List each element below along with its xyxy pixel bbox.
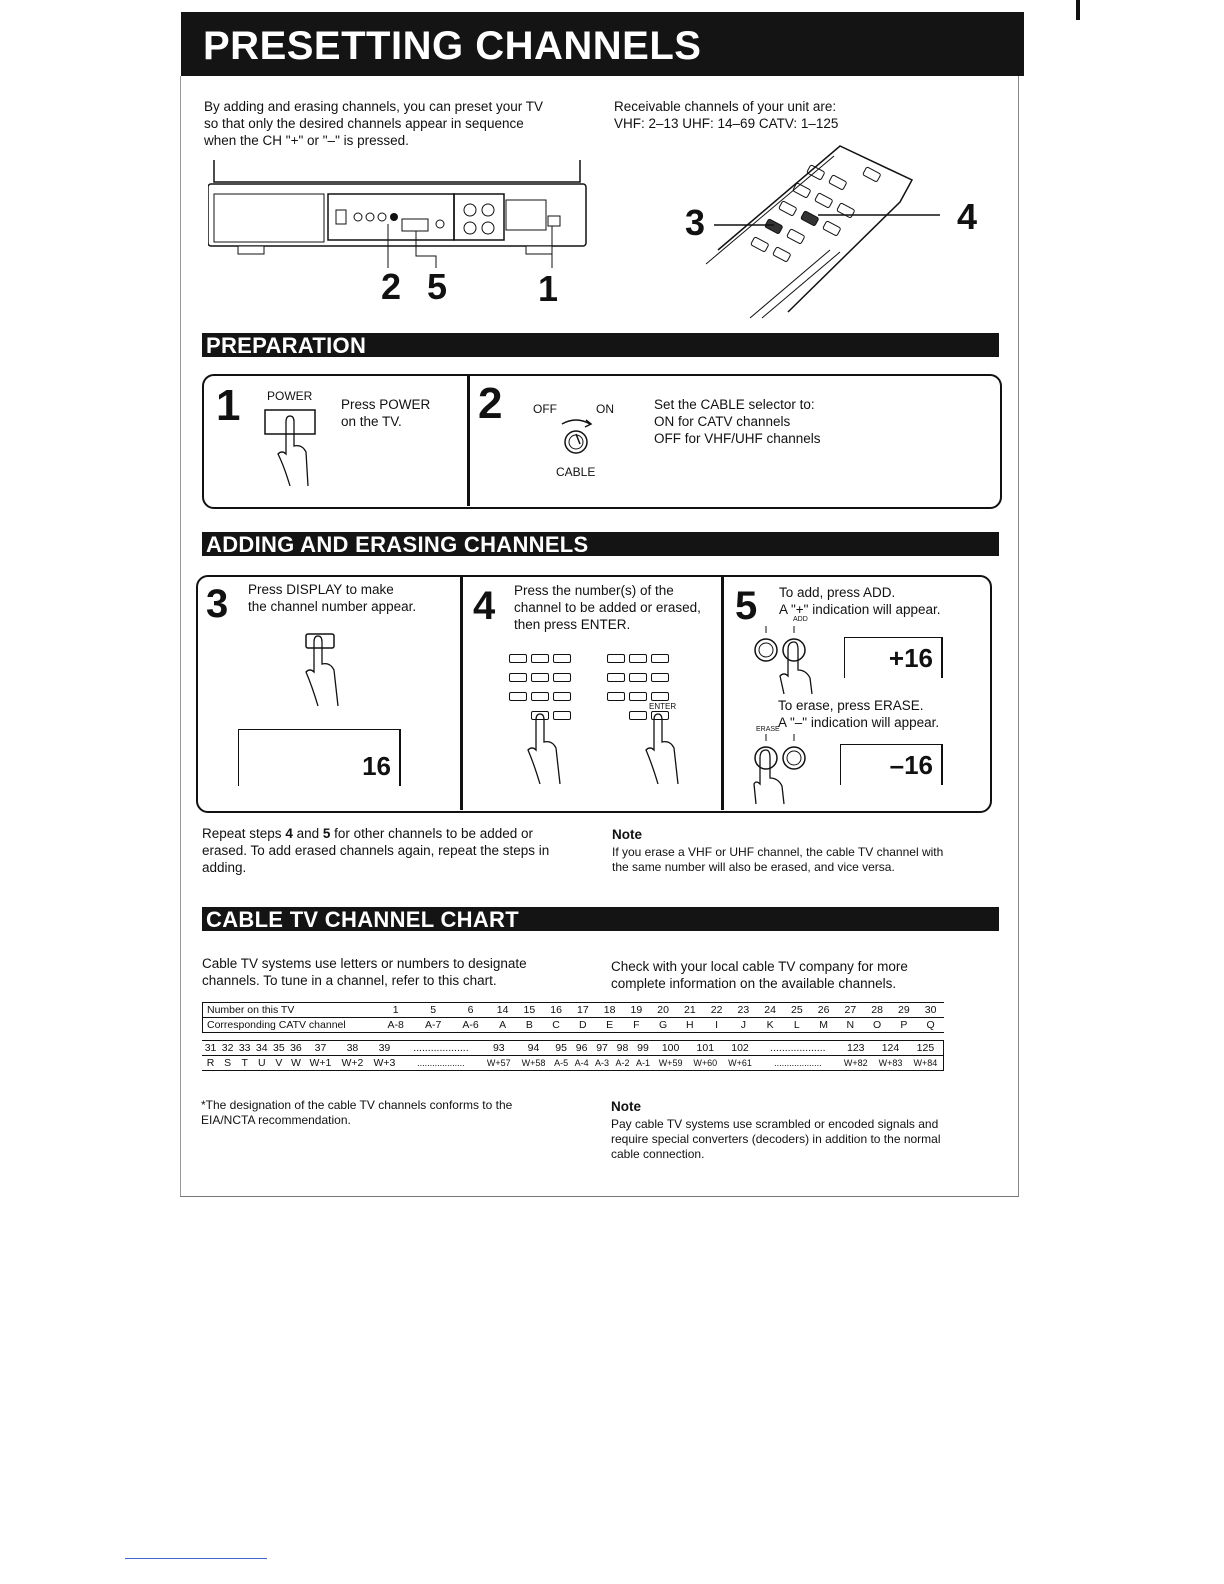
add-display (844, 637, 943, 678)
intro-right-line2: VHF: 2–13 UHF: 14–69 CATV: 1–125 (614, 116, 839, 131)
adding-heading: ADDING AND ERASING CHANNELS (206, 532, 589, 557)
key (607, 654, 625, 663)
chart-cell: K (766, 1019, 774, 1031)
chart-cell: A-1 (635, 1058, 650, 1068)
chart-cell: 26 (817, 1004, 830, 1016)
chart-cell: 37 (314, 1042, 327, 1054)
chart-cell: L (793, 1019, 800, 1031)
power-button-label: POWER (267, 389, 313, 403)
chart-cell: 18 (603, 1004, 616, 1016)
chart-cell: W+57 (486, 1058, 511, 1068)
chart-cell: 1 (392, 1004, 399, 1016)
chart-row-label: Number on this TV (207, 1004, 295, 1016)
step2-text: Set the CABLE selector to: ON for CATV channels OFF for VHF/UHF channels (654, 397, 821, 446)
step5-number: 5 (735, 584, 758, 628)
chart-cell: W+2 (341, 1057, 364, 1069)
callout-3: 3 (685, 202, 706, 243)
chart-cell: 6 (467, 1004, 474, 1016)
chart-cell: A-6 (462, 1019, 479, 1031)
chart-row-catv-channel-cont (202, 1056, 944, 1071)
chart-cell: 100 (661, 1042, 680, 1054)
chart-cell: G (659, 1019, 668, 1031)
chart-cell: 19 (630, 1004, 643, 1016)
key (553, 654, 571, 663)
chart-row-label: Corresponding CATV channel (207, 1019, 346, 1031)
chart-cell: 34 (255, 1042, 268, 1054)
chart-cell: 30 (924, 1004, 937, 1016)
chart-cell: 22 (710, 1004, 723, 1016)
chart-cell: 102 (731, 1042, 749, 1054)
chart-cell: V (275, 1057, 283, 1069)
cable-chart-footnote: *The designation of the cable TV channels conforms to the EIA/NCTA recommendation. (201, 1098, 513, 1127)
chart-cell: S (224, 1057, 232, 1069)
cable-chart-note-text: Pay cable TV systems use scrambled or encoded signals and require special converters (decoders) in addition to the normal cable connection. (611, 1117, 941, 1161)
key (607, 692, 625, 701)
number-press-hand-icon (522, 712, 572, 788)
chart-row-catv-channel (203, 1018, 945, 1033)
chart-cell: 39 (378, 1042, 391, 1054)
chart-cell: Q (926, 1019, 935, 1031)
step5-erase-text: To erase, press ERASE. A "–" indication will appear. (778, 698, 940, 730)
chart-cell: 5 (430, 1004, 437, 1016)
erase-button-press-icon (752, 734, 822, 806)
power-button-press-icon (262, 406, 322, 490)
chart-cell: 124 (881, 1042, 900, 1054)
chart-cell: 98 (616, 1042, 629, 1054)
key (651, 654, 669, 663)
step3-number: 3 (206, 582, 229, 626)
step4-text: Press the number(s) of the channel to be added or erased, then press ENTER. (514, 583, 701, 632)
chart-cell: A (499, 1019, 507, 1031)
chart-cell: I (715, 1019, 719, 1031)
step1-text: Press POWER on the TV. (341, 397, 431, 429)
chart-cell: O (873, 1019, 882, 1031)
enter-label: ENTER (649, 702, 677, 711)
callout-5: 5 (427, 266, 448, 307)
chart-cell: A-4 (574, 1058, 589, 1068)
chart-cell: 14 (496, 1004, 509, 1016)
add-display-value: +16 (888, 643, 933, 673)
chart-cell: P (900, 1019, 908, 1031)
chart-cell: 97 (596, 1042, 608, 1054)
chart-cell: 29 (898, 1004, 910, 1016)
chart-cell: W+61 (728, 1058, 752, 1068)
chart-row-tv-number-cont (202, 1041, 944, 1056)
right-rule (1018, 76, 1019, 1196)
chart-cell: 31 (204, 1042, 217, 1054)
intro-right-line1: Receivable channels of your unit are: (614, 99, 837, 114)
chart-cell: W+3 (373, 1057, 396, 1069)
cable-on-label: ON (596, 402, 614, 416)
bottom-rule (180, 1196, 1019, 1197)
chart-cell: 123 (846, 1042, 865, 1054)
preparation-box (202, 374, 1002, 509)
tv-front-panel-illustration (208, 158, 588, 268)
bottom-link-line (125, 1558, 267, 1559)
chart-cell: M (819, 1019, 828, 1031)
chart-cell: B (525, 1019, 533, 1031)
cable-chart-intro-left: Cable TV systems use letters or numbers to designate channels. To tune in a channel, refer to this chart. (202, 956, 527, 988)
cable-selector-knob (556, 414, 596, 458)
intro-left-text: By adding and erasing channels, you can preset your TV so that only the desired channels appear in sequence when the CH "+" or "–" is pressed. (204, 99, 543, 148)
key (509, 673, 527, 682)
chart-cell: A-8 (387, 1019, 404, 1031)
erase-display-value: –16 (889, 750, 933, 780)
step3-text: Press DISPLAY to make the channel number appear. (248, 582, 417, 614)
chart-cell: C (552, 1019, 560, 1031)
chart-cell: W+84 (913, 1058, 938, 1068)
adding-divider-2 (721, 577, 724, 810)
step2-number: 2 (478, 379, 503, 428)
erase-button-label: ERASE (756, 726, 780, 733)
chart-cell: 94 (527, 1042, 540, 1054)
chart-cell: 17 (577, 1004, 589, 1016)
cable-chart-note-heading: Note (611, 1099, 641, 1114)
chart-cell: A-7 (424, 1019, 442, 1031)
chart-cell: R (206, 1057, 215, 1069)
key (651, 692, 669, 701)
callout-4: 4 (957, 196, 978, 237)
chart-cell: A-3 (595, 1058, 610, 1068)
step5-add-text: To add, press ADD. A "+" indication will appear. (779, 585, 941, 617)
chart-cell: 21 (684, 1004, 696, 1016)
chart-cell: 28 (871, 1004, 883, 1016)
chart-cell: 20 (657, 1004, 669, 1016)
enter-press-hand-icon (640, 712, 700, 788)
channel-chart-table-bottom (202, 1040, 944, 1071)
cable-chart-heading: CABLE TV CHANNEL CHART (206, 907, 519, 932)
corner-mark (1076, 0, 1080, 20)
display-button-press-icon (300, 630, 360, 710)
chart-cell: 23 (737, 1004, 750, 1016)
chart-cell: 32 (221, 1042, 234, 1054)
key (531, 673, 549, 682)
chart-cell: ................... (774, 1058, 822, 1068)
key (553, 673, 571, 682)
chart-cell: W+59 (658, 1058, 683, 1068)
add-button-press-icon (754, 624, 824, 696)
chart-cell: A-5 (554, 1058, 569, 1068)
channel-display-value: 16 (362, 751, 391, 781)
chart-cell: ................... (770, 1042, 826, 1054)
chart-cell: 36 (290, 1042, 302, 1054)
chart-cell: 101 (696, 1042, 715, 1054)
chart-cell: W (290, 1057, 301, 1069)
erase-display (840, 744, 943, 785)
key (531, 692, 549, 701)
adding-divider-1 (460, 577, 463, 810)
key (553, 692, 571, 701)
chart-cell: ................... (417, 1058, 465, 1068)
adding-heading-bar (202, 532, 999, 556)
adding-note-text: If you erase a VHF or UHF channel, the cable TV channel with the same number will also be erased, and vice versa. (612, 845, 944, 874)
repeat-steps-text: Repeat steps 4 and 5 for other channels to be added or erased. To add erased channels again, repeat the steps in adding. (202, 826, 550, 875)
key (607, 673, 625, 682)
callout-2: 2 (381, 266, 402, 307)
chart-cell: A-2 (615, 1058, 630, 1068)
add-button-label: ADD (793, 616, 808, 623)
chart-cell: 16 (550, 1004, 562, 1016)
key (509, 654, 527, 663)
chart-cell: T (241, 1057, 248, 1069)
chart-cell: H (686, 1019, 694, 1031)
chart-cell: 24 (764, 1004, 776, 1016)
page-title-banner (181, 12, 1024, 76)
cable-off-label: OFF (533, 402, 557, 416)
chart-cell: 96 (575, 1042, 588, 1054)
chart-cell: W+82 (843, 1058, 868, 1068)
chart-cell: N (846, 1019, 855, 1031)
chart-cell: 27 (844, 1004, 857, 1016)
chart-cell: W+83 (878, 1058, 903, 1068)
chart-cell: 25 (791, 1004, 803, 1016)
preparation-divider (467, 376, 470, 506)
chart-cell: ................... (413, 1042, 469, 1054)
left-rule (180, 76, 181, 1196)
chart-cell: 95 (555, 1042, 567, 1054)
chart-cell: U (257, 1057, 266, 1069)
adding-note-heading: Note (612, 827, 642, 842)
cable-label: CABLE (556, 465, 596, 479)
cable-chart-intro-right: Check with your local cable TV company for more complete information on the available channels. (611, 959, 908, 991)
chart-cell: J (740, 1019, 746, 1031)
callout-1: 1 (538, 268, 559, 309)
chart-cell: E (606, 1019, 614, 1031)
preparation-heading-bar (202, 333, 999, 357)
key (629, 654, 647, 663)
chart-cell: W+60 (693, 1058, 718, 1068)
cable-chart-heading-bar (202, 907, 999, 931)
chart-cell: 35 (273, 1042, 285, 1054)
preparation-heading: PREPARATION (206, 333, 367, 358)
chart-cell: D (579, 1019, 587, 1031)
key (531, 654, 549, 663)
step1-number: 1 (216, 381, 241, 430)
chart-cell: 33 (238, 1042, 251, 1054)
chart-cell: 15 (523, 1004, 536, 1016)
chart-cell: F (633, 1019, 640, 1031)
chart-cell: 93 (492, 1042, 505, 1054)
channel-display (238, 729, 401, 786)
remote-control-illustration (700, 140, 940, 320)
chart-cell: 125 (916, 1042, 935, 1054)
step4-number: 4 (473, 584, 496, 628)
page-title: PRESETTING CHANNELS (203, 24, 702, 68)
channel-chart-table-top (202, 1002, 944, 1033)
chart-cell: W+58 (521, 1058, 546, 1068)
key (629, 692, 647, 701)
key (651, 673, 669, 682)
chart-cell: W+1 (309, 1057, 332, 1069)
key (629, 673, 647, 682)
chart-cell: 38 (346, 1042, 359, 1054)
chart-cell: 99 (637, 1042, 649, 1054)
key (509, 692, 527, 701)
chart-row-tv-number (203, 1003, 945, 1018)
